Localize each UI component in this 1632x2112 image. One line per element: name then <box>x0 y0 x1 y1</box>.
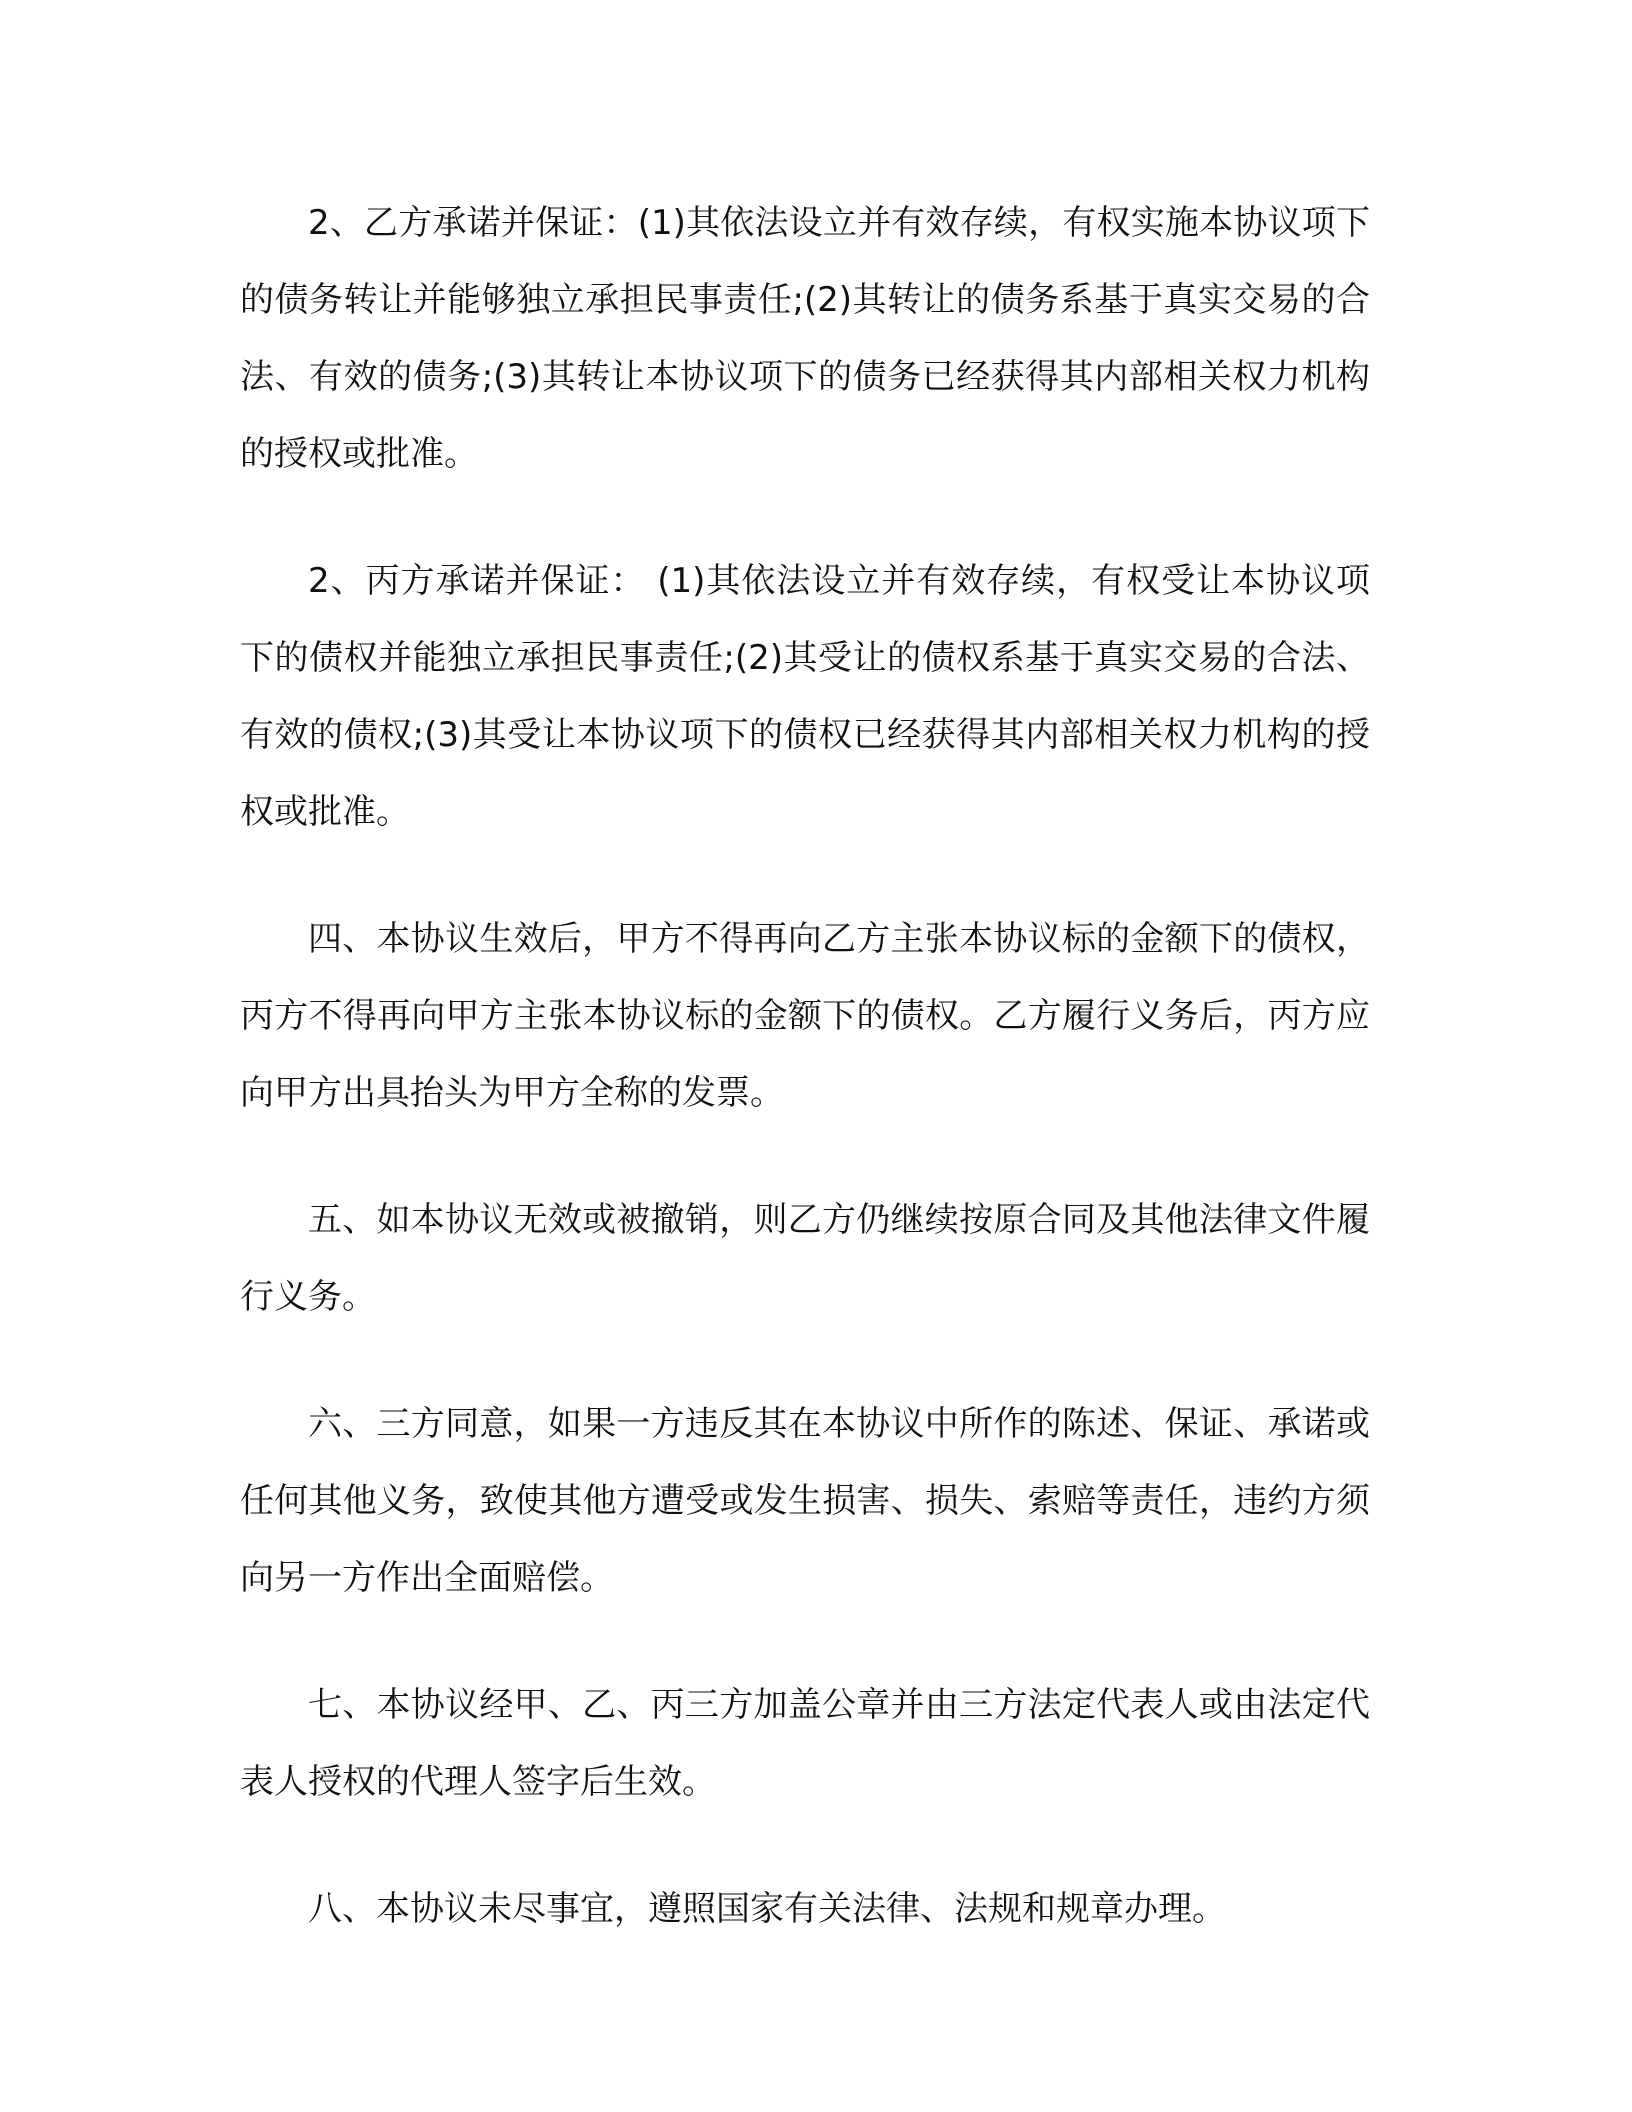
paragraph-party-b-warranty: 2、乙方承诺并保证：(1)其依法设立并有效存续，有权实施本协议项下的债务转让并能够独立承担民事责任;(2)其转让的债务系基于真实交易的合法、有效的债务;(3)其转让本协议项下的债务已经获得其内部相关权力机构的授权或批准。 <box>240 203 1370 474</box>
paragraph-clause-4: 四、本协议生效后，甲方不得再向乙方主张本协议标的金额下的债权，丙方不得再向甲方主张本协议标的金额下的债权。乙方履行义务后，丙方应向甲方出具抬头为甲方全称的发票。 <box>240 919 1370 1113</box>
paragraph-clause-5: 五、如本协议无效或被撤销，则乙方仍继续按原合同及其他法律文件履行义务。 <box>240 1200 1370 1317</box>
paragraph-party-c-warranty: 2、丙方承诺并保证： (1)其依法设立并有效存续，有权受让本协议项下的债权并能独立承担民事责任;(2)其受让的债权系基于真实交易的合法、有效的债权;(3)其受让本协议项下的债权已经获得其内部相关权力机构的授权或批准。 <box>240 561 1370 832</box>
paragraph-clause-8: 八、本协议未尽事宜，遵照国家有关法律、法规和规章办理。 <box>308 1889 1226 1929</box>
document-body <box>240 185 1370 1998</box>
paragraph-clause-6: 六、三方同意，如果一方违反其在本协议中所作的陈述、保证、承诺或任何其他义务，致使其他方遭受或发生损害、损失、索赔等责任，违约方须向另一方作出全面赔偿。 <box>240 1404 1370 1598</box>
paragraph-clause-7: 七、本协议经甲、乙、丙三方加盖公章并由三方法定代表人或由法定代表人授权的代理人签字后生效。 <box>240 1685 1370 1802</box>
